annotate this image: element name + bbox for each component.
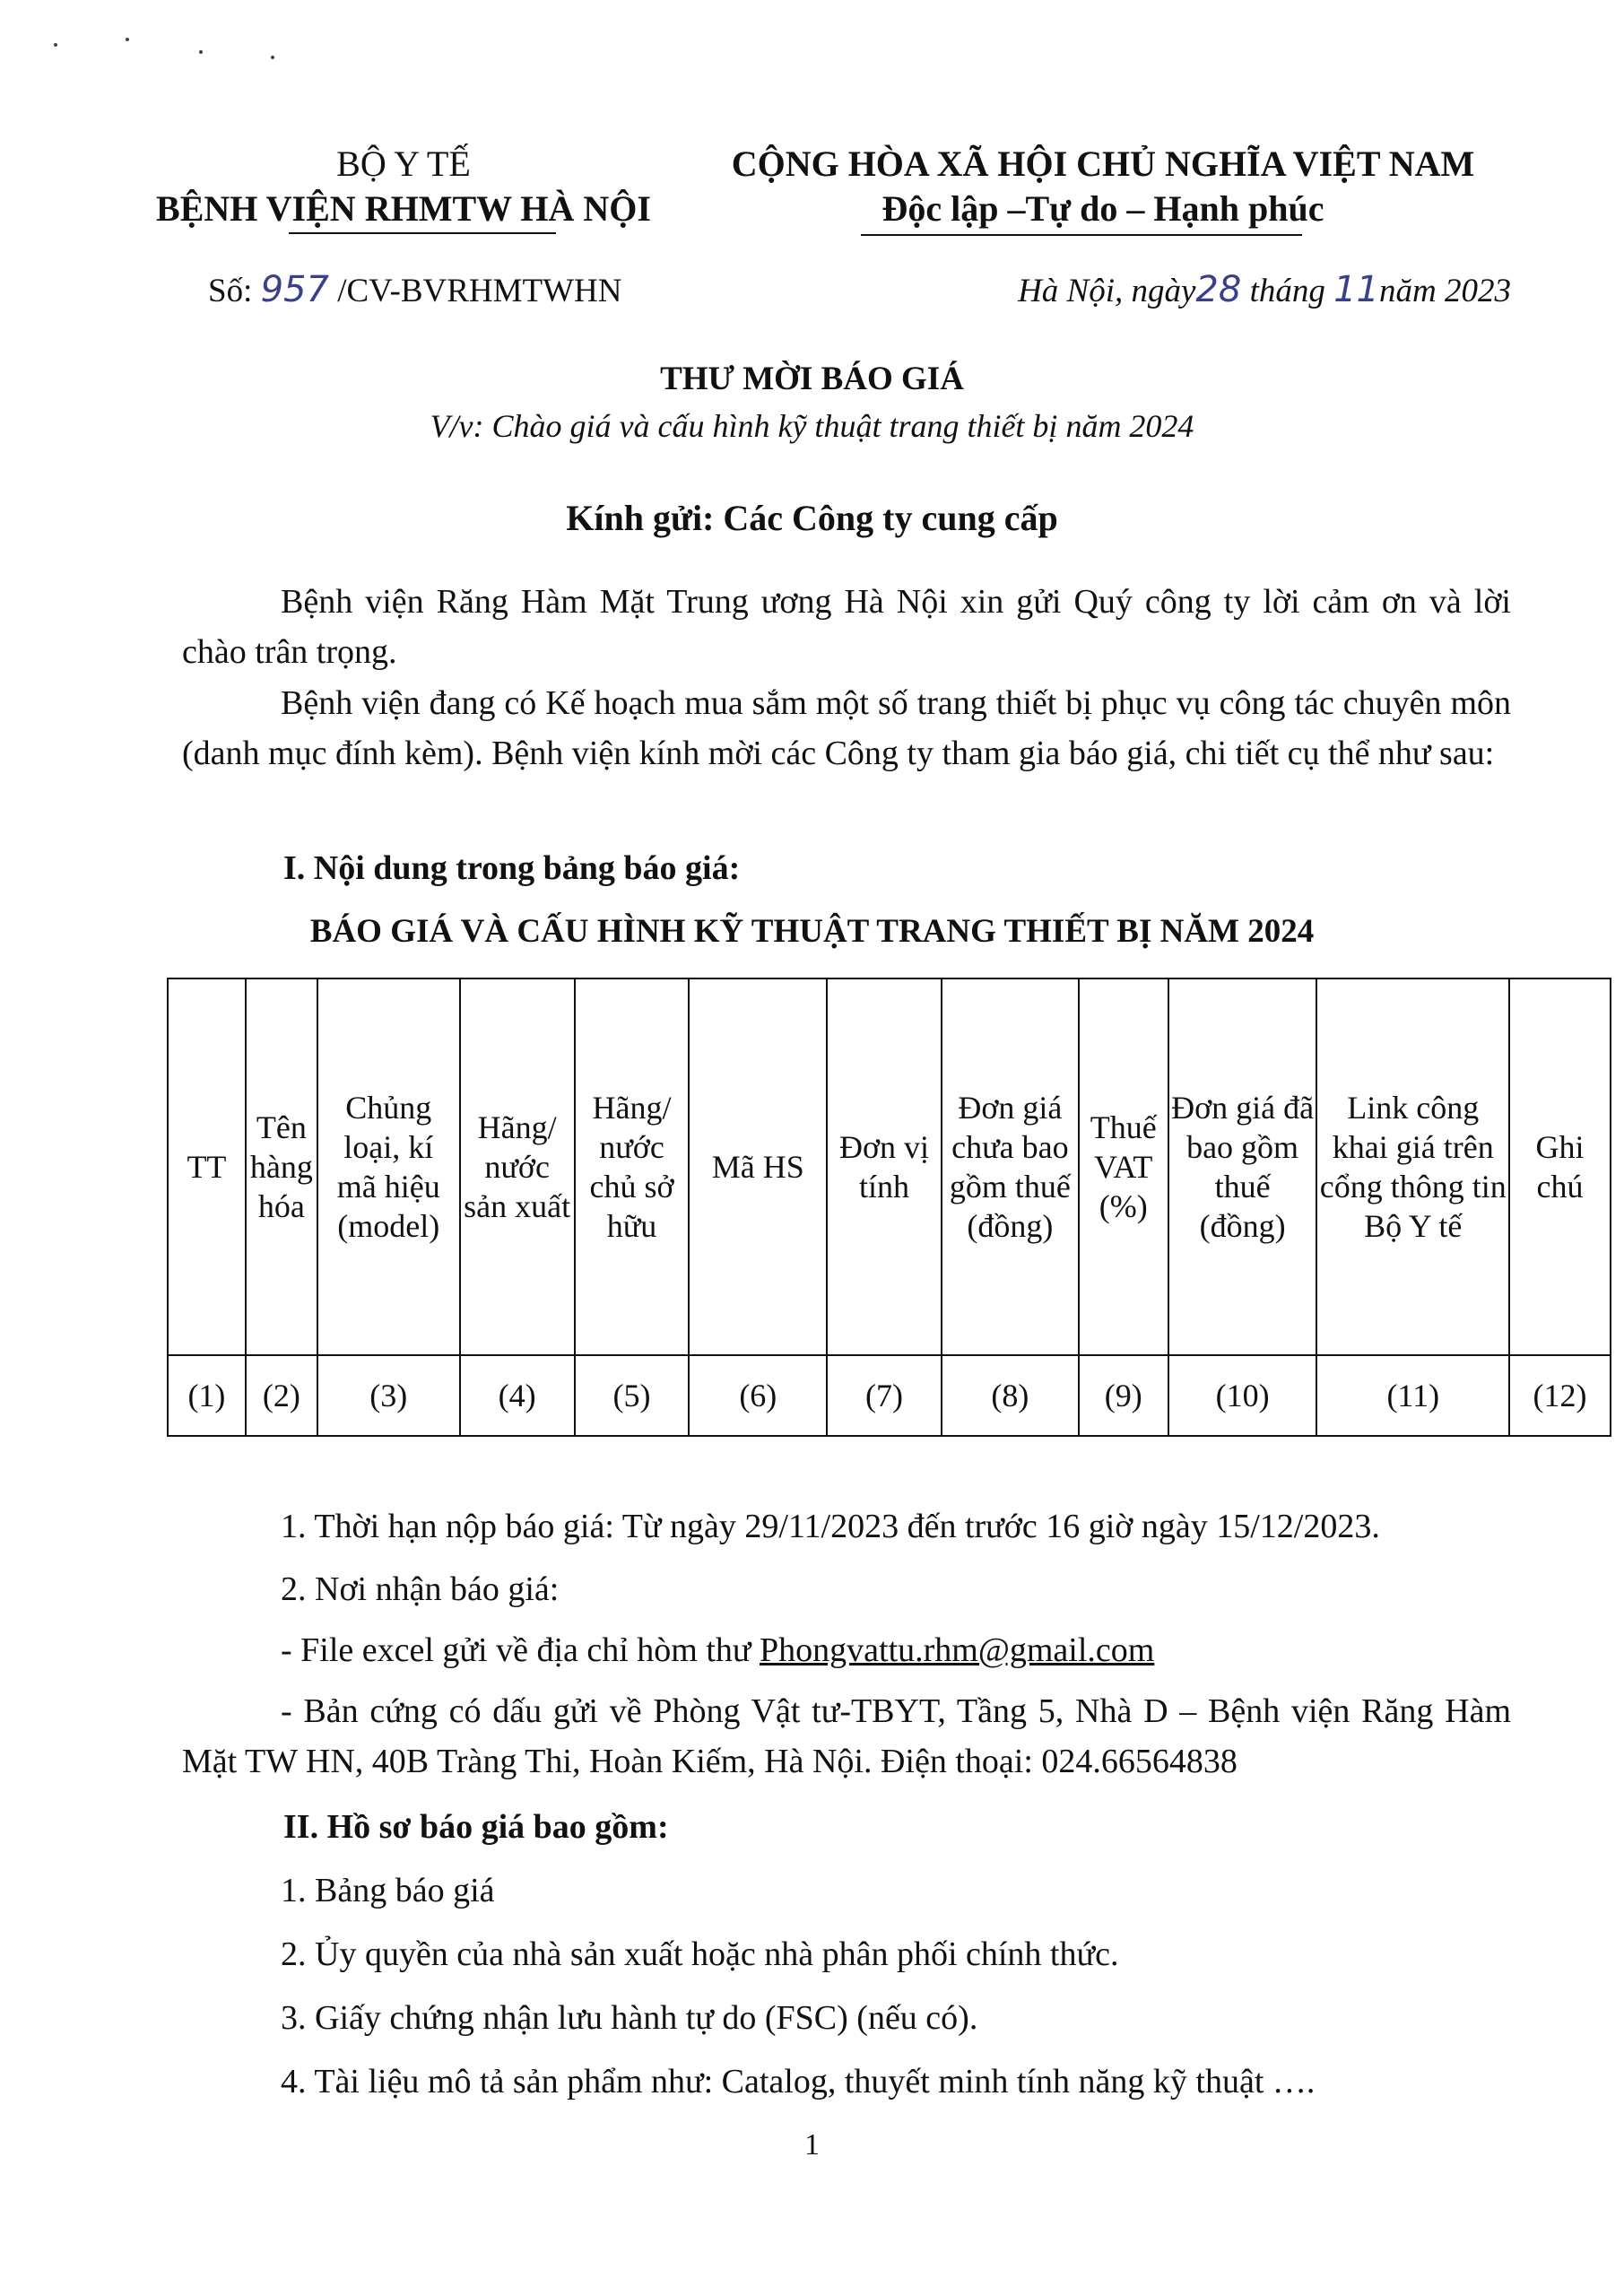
col-number: (12) (1509, 1355, 1611, 1436)
month-label: tháng (1249, 273, 1325, 309)
intro-paragraph (182, 577, 1511, 677)
deadline-item: 1. Thời hạn nộp báo giá: Từ ngày 29/11/2023 đến trước 16 giờ ngày 15/12/2023. (281, 1508, 1380, 1545)
col-header: Đơn giá chưa bao gồm thuế (đồng) (942, 978, 1079, 1355)
table-title: BÁO GIÁ VÀ CẤU HÌNH KỸ THUẬT TRANG THIẾT BỊ NĂM 2024 (309, 913, 1315, 950)
intro-text: Bệnh viện Răng Hàm Mặt Trung ương Hà Nội xin gửi Quý công ty lời cảm ơn và lời chào trân trọng. (182, 583, 1511, 671)
scan-speck (271, 56, 274, 59)
col-number: (4) (460, 1355, 575, 1436)
col-number: (11) (1316, 1355, 1509, 1436)
document-subject: V/v: Chào giá và cấu hình kỹ thuật trang thiết bị năm 2024 (430, 408, 1194, 444)
col-header: TT (168, 978, 246, 1355)
plan-text: Bệnh viện đang có Kế hoạch mua sắm một số trang thiết bị phục vụ công tác chuyên môn (danh mục đính kèm). Bệnh viện kính mời các Công ty tham gia báo giá, chi tiết cụ thể như sau: (182, 684, 1511, 772)
addressee: Kính gửi: Các Công ty cung cấp (566, 498, 1058, 538)
scan-speck (126, 38, 129, 41)
date-prefix: Hà Nội, ngày (1018, 273, 1196, 309)
hospital-name: BỆNH VIỆN RHMTW HÀ NỘI (156, 188, 651, 229)
issuer-block (117, 142, 690, 231)
scan-speck (54, 43, 57, 47)
section-1-heading: I. Nội dung trong bảng báo giá: (283, 849, 741, 887)
col-header: Đơn giá đã bao gồm thuế (đồng) (1168, 978, 1317, 1355)
col-number: (2) (246, 1355, 317, 1436)
email-link[interactable]: Phongvattu.rhm@gmail.com (760, 1631, 1155, 1669)
col-number: (8) (942, 1355, 1079, 1436)
page-number: 1 (804, 2128, 820, 2161)
col-number: (5) (575, 1355, 690, 1436)
issuer-underline (289, 232, 556, 234)
doc-item: 4. Tài liệu mô tả sản phẩm như: Catalog, thuyết minh tính năng kỹ thuật …. (281, 2063, 1316, 2100)
email-prefix: - File excel gửi về địa chỉ hòm thư (281, 1631, 751, 1669)
col-header: Link công khai giá trên cổng thông tin Bộ Y tế (1316, 978, 1509, 1355)
col-header: Mã HS (689, 978, 827, 1355)
document-title: THƯ MỜI BÁO GIÁ (660, 361, 964, 397)
motto-underline (861, 234, 1302, 236)
col-number: (6) (689, 1355, 827, 1436)
table-header-row (168, 978, 1611, 1355)
so-suffix: /CV-BVRHMTWHN (337, 273, 622, 309)
col-header: Đơn vị tính (827, 978, 942, 1355)
national-block (699, 142, 1507, 231)
doc-item: 2. Ủy quyền của nhà sản xuất hoặc nhà phân phối chính thức. (281, 1935, 1119, 1973)
col-number: (1) (168, 1355, 246, 1436)
col-header: Ghi chú (1509, 978, 1611, 1355)
hardcopy-paragraph (182, 1686, 1511, 1787)
col-number: (9) (1079, 1355, 1168, 1436)
col-header: Chủng loại, kí mã hiệu (model) (317, 978, 460, 1355)
col-number: (3) (317, 1355, 460, 1436)
document-number (208, 269, 621, 312)
country-name: CỘNG HÒA XÃ HỘI CHỦ NGHĨA VIỆT NAM (731, 144, 1475, 184)
year-text: năm 2023 (1379, 273, 1511, 309)
col-header: Thuế VAT (%) (1079, 978, 1168, 1355)
hardcopy-text: - Bản cứng có dấu gửi về Phòng Vật tư-TBYT, Tầng 5, Nhà D – Bệnh viện Răng Hàm Mặt TW HN, 40B Tràng Thi, Hoàn Kiếm, Hà Nội. Điện thoại: 024.66564838 (182, 1692, 1511, 1780)
document-date (951, 269, 1511, 312)
doc-item: 1. Bảng báo giá (281, 1872, 495, 1909)
col-header: Tên hàng hóa (246, 978, 317, 1355)
col-header: Hãng/ nước sản xuất (460, 978, 575, 1355)
ministry-name: BỘ Y TẾ (336, 144, 471, 184)
table-number-row (168, 1355, 1611, 1436)
doc-item: 3. Giấy chứng nhận lưu hành tự do (FSC) (nếu có). (281, 1999, 978, 2037)
receive-item: 2. Nơi nhận báo giá: (281, 1570, 560, 1608)
email-line (281, 1629, 1154, 1672)
col-number: (7) (827, 1355, 942, 1436)
handwritten-month: 11 (1333, 269, 1380, 310)
col-header: Hãng/ nước chủ sở hữu (575, 978, 690, 1355)
plan-paragraph (182, 678, 1511, 778)
handwritten-day: 28 (1195, 269, 1242, 310)
so-label: Số: (208, 273, 253, 309)
handwritten-number: 957 (260, 269, 329, 310)
quote-table (167, 978, 1611, 1437)
scan-speck (199, 50, 203, 54)
col-number: (10) (1168, 1355, 1317, 1436)
section-2-heading: II. Hồ sơ báo giá bao gồm: (283, 1808, 669, 1846)
national-motto: Độc lập –Tự do – Hạnh phúc (881, 188, 1324, 229)
